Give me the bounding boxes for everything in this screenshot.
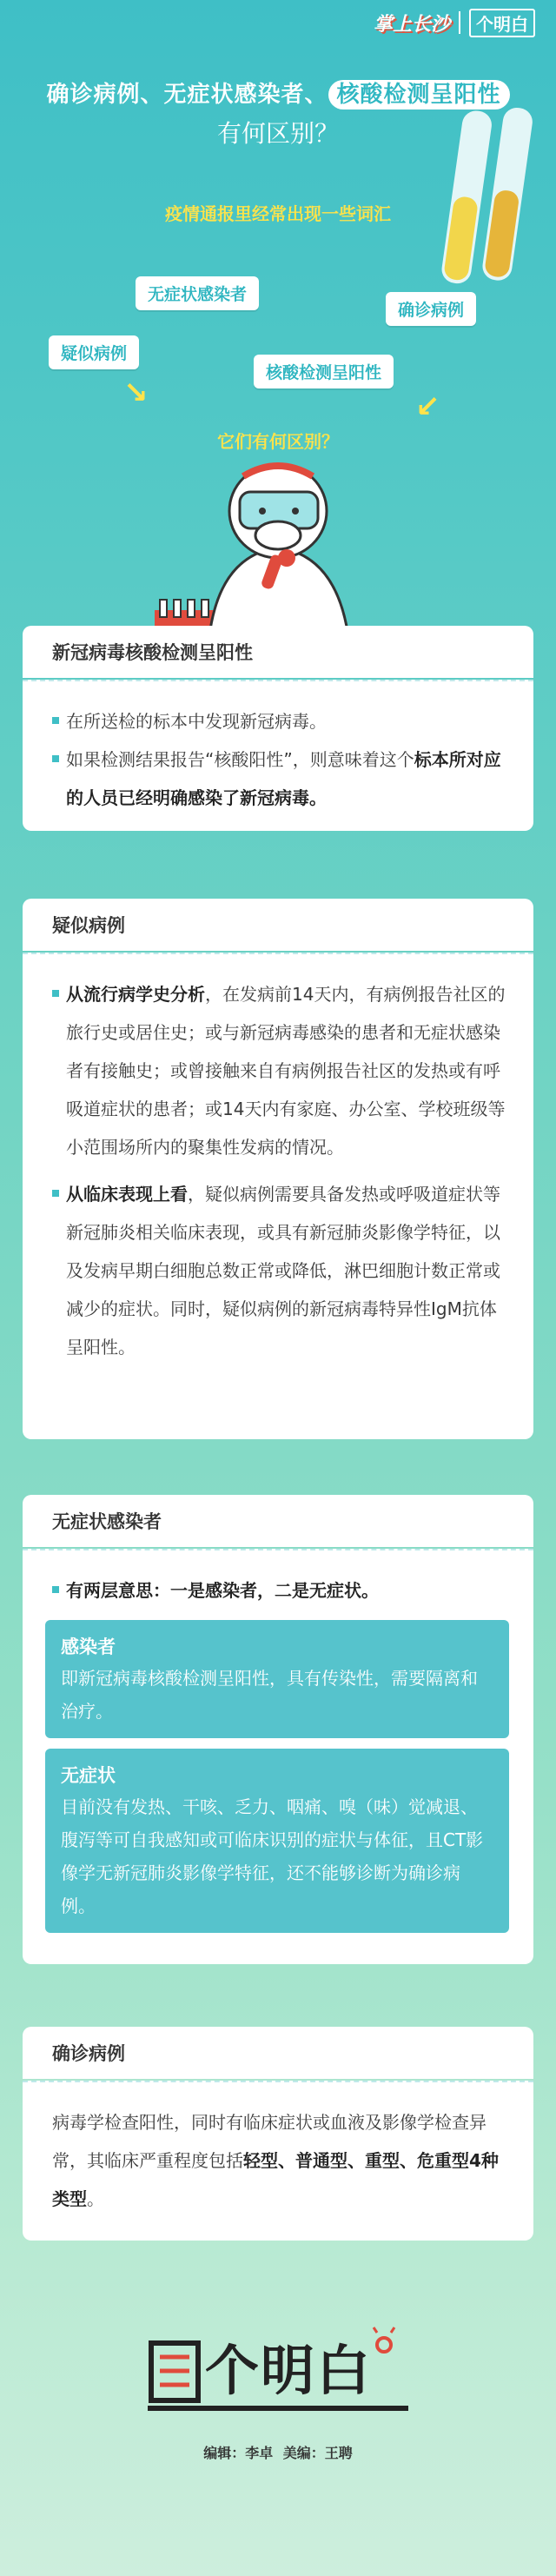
- partner-logo: 个明白: [469, 9, 535, 37]
- section-confirmed-body: [23, 2081, 533, 2241]
- tag-suspected: 疑似病例: [49, 335, 139, 369]
- brand-bar: [374, 5, 535, 40]
- credits: 编辑：李卓 美编：王聘: [203, 2445, 353, 2461]
- confirmed-text-b: 。: [87, 2188, 104, 2209]
- title-highlight: 核酸检测呈阳性: [328, 80, 510, 110]
- brand-divider: [459, 11, 460, 34]
- no-symptom-box: [45, 1749, 509, 1933]
- arrow-left-icon: ↘: [123, 375, 149, 410]
- confirmed-text-bold: 轻型、普通型、重型、危重型4种类型: [52, 2150, 499, 2209]
- suspected-point-1: [52, 975, 507, 1166]
- suspected-point-2: [52, 1175, 507, 1366]
- doctor-illustration: [148, 461, 408, 643]
- nucleic-point-1: 在所送检的标本中发现新冠病毒。: [52, 702, 507, 740]
- brand-name: 掌上长沙: [373, 13, 450, 36]
- question-text: 它们有何区别？: [217, 431, 339, 452]
- section-nucleic-title: 新冠病毒核酸检测呈阳性: [23, 626, 533, 678]
- section-asymptomatic-body: [23, 1549, 533, 1964]
- tag-confirmed: 确诊病例: [386, 292, 476, 326]
- no-symptom-box-text: 目前没有发热、干咳、乏力、咽痛、嗅（味）觉减退、腹泻等可自我感知或可临床识别的症状与体征，且CT影像学无新冠肺炎影像学特征，还不能够诊断为确诊病例。: [61, 1796, 484, 1916]
- infected-box-text: 即新冠病毒核酸检测呈阳性，具有传染性，需要隔离和治疗。: [61, 1668, 478, 1722]
- infected-box: [45, 1620, 509, 1738]
- confirmed-text: [52, 2103, 507, 2218]
- section-suspected-title: 疑似病例: [23, 899, 533, 951]
- tag-nucleic: 核酸检测呈阳性: [254, 355, 394, 388]
- section-nucleic-body: [23, 680, 533, 831]
- section-confirmed-title: 确诊病例: [23, 2027, 533, 2079]
- section-asymptomatic-title: 无症状感染者: [23, 1495, 533, 1547]
- infected-box-title: 感染者: [61, 1637, 116, 1657]
- suspected-point-1-bold: 从流行病学史分析: [66, 984, 205, 1005]
- nucleic-point-2-bold: 标本所对应的人员已经明确感染了新冠病毒。: [66, 749, 501, 808]
- nucleic-point-2: [52, 740, 507, 817]
- asymptomatic-lead: [52, 1571, 509, 1610]
- tag-asymptomatic: 无症状感染者: [136, 276, 259, 310]
- nucleic-point-2-text: 如果检测结果报告“核酸阳性”，则意味着这个: [66, 749, 414, 770]
- section-suspected-body: [23, 953, 533, 1439]
- no-symptom-box-title: 无症状: [61, 1765, 116, 1786]
- footer-logo: [148, 2326, 408, 2421]
- subtitle: 疫情通报里经常出现一些词汇: [165, 203, 391, 224]
- arrow-right-icon: ↙: [415, 389, 440, 424]
- confirmed-text-a: 病毒学检查阳性，同时有临床症状或血液及影像学检查异常，其临床严重程度包括: [52, 2112, 486, 2171]
- asymptomatic-lead-bold: 有两层意思：一是感染者，二是无症状。: [66, 1580, 379, 1601]
- page-title-line2: 有何区别？: [216, 119, 339, 148]
- suspected-point-2-bold: 从临床表现上看: [66, 1184, 188, 1205]
- suspected-point-1-text: ，在发病前14天内，有病例报告社区的旅行史或居住史；或与新冠病毒感染的患者和无症状感染者有接触史；或曾接触来自有病例报告社区的发热或有呼吸道症状的患者；或14天内有家庭、办公室、学校班级等小范围场所内的聚集性发病的情况。: [66, 984, 506, 1158]
- footer-logo-text: 个明白: [205, 2339, 373, 2402]
- test-tube-illustration: [426, 104, 547, 304]
- suspected-point-2-text: ，疑似病例需要具备发热或呼吸道症状等新冠肺炎相关临床表现，或具有新冠肺炎影像学特征，以及发病早期白细胞总数正常或降低，淋巴细胞计数正常或减少的症状。同时，疑似病例的新冠病毒特异性IgM抗体呈阳性。: [66, 1184, 500, 1358]
- title-part-a: 确诊病例、无症状感染者、: [46, 82, 328, 108]
